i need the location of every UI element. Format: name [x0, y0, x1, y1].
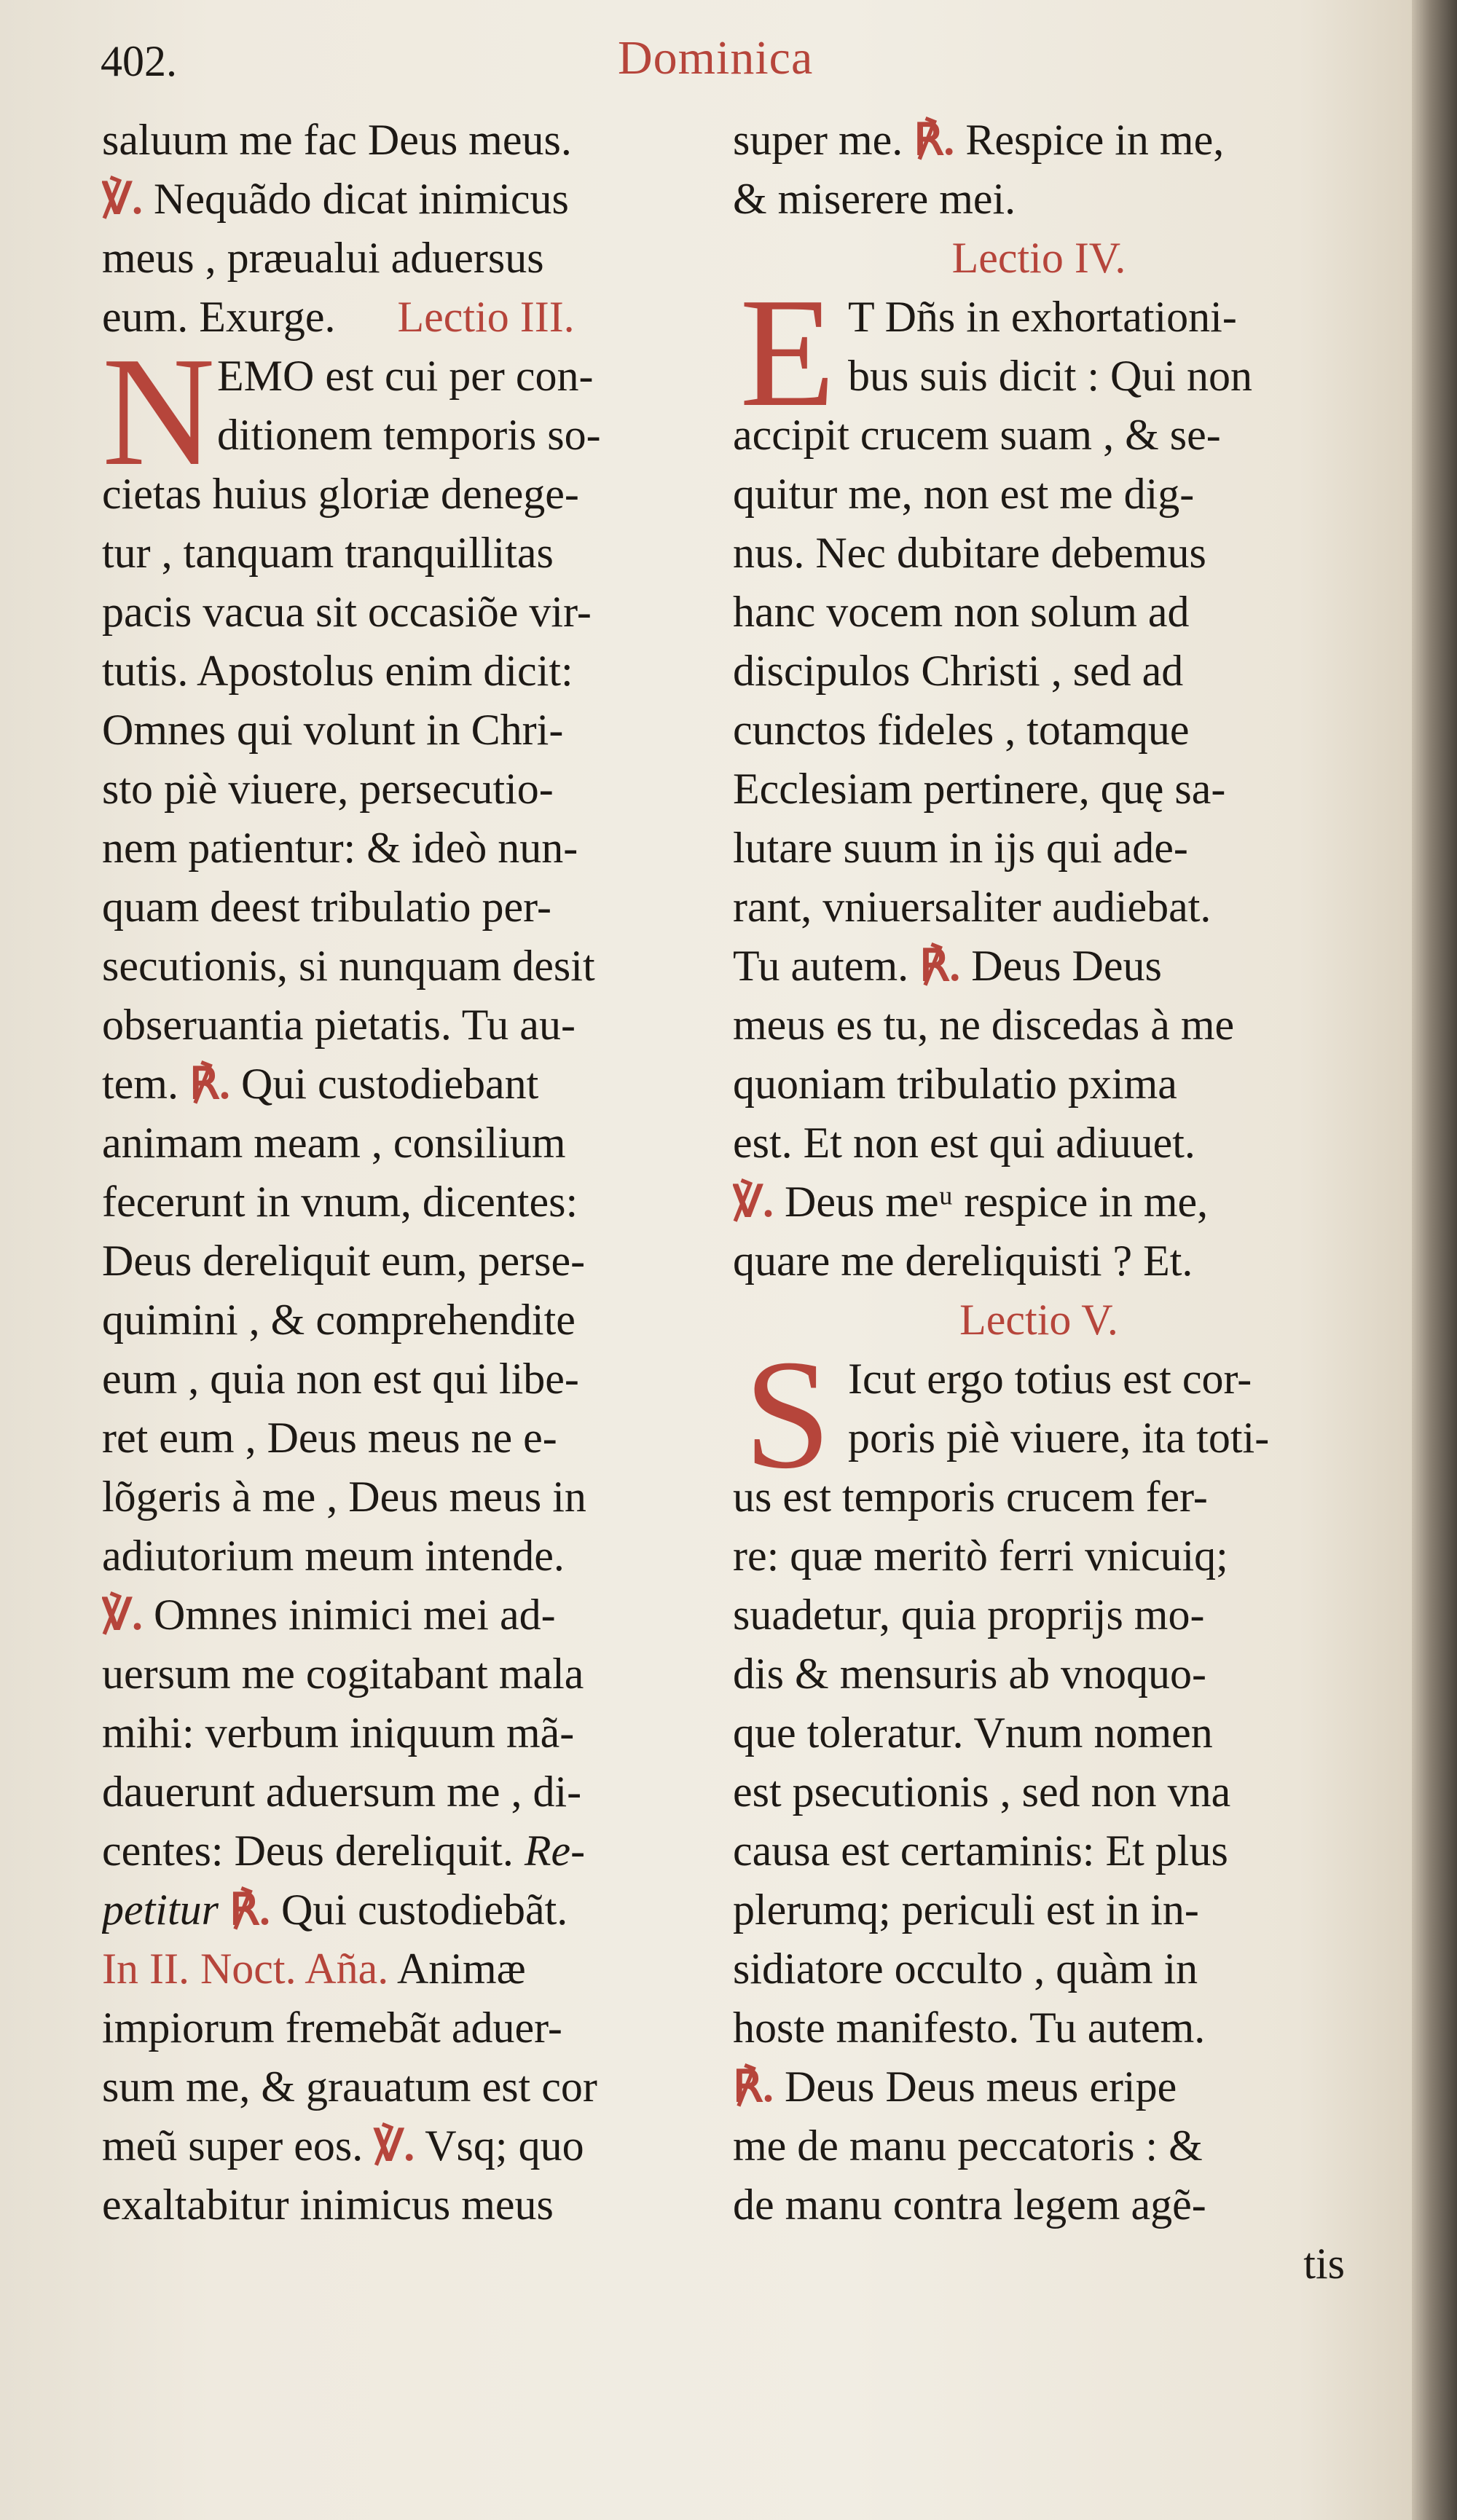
text-line: discipulos Christi , sed ad	[733, 647, 1184, 695]
text-line: accipit crucem suam , & se-	[733, 411, 1221, 459]
text-line: T Dñs in exhortationi-	[848, 293, 1237, 341]
text-line: EMO est cui per con-	[217, 352, 594, 400]
text-line: adiutorium meum intende.	[102, 1532, 565, 1580]
text-line: uersum me cogitabant mala	[102, 1650, 584, 1698]
text-line: obseruantia pietatis. Tu au-	[102, 1001, 576, 1049]
text-line: sum me, & grauatum est cor	[102, 2063, 597, 2111]
text-line: de manu contra legem agẽ-	[733, 2181, 1206, 2229]
left-column	[102, 111, 714, 2234]
text-line: nem patientur: & ideò nun-	[102, 824, 578, 872]
text-line: ℣. Deus meᵘ respice in me,	[733, 1178, 1209, 1226]
text-line: centes: Deus dereliquit. Re-	[102, 1827, 586, 1875]
text-line: nus. Nec dubitare debemus	[733, 529, 1206, 577]
text-line: ℟. Deus Deus meus eripe	[733, 2063, 1177, 2111]
right-column	[733, 111, 1345, 2293]
book-spine-edge	[1412, 0, 1457, 2520]
versicle-symbol: ℣.	[102, 1591, 144, 1639]
running-title: Dominica	[618, 31, 814, 84]
text-line: bus suis dicit : Qui non	[848, 352, 1253, 400]
text-line: lõgeris à me , Deus meus in	[102, 1473, 586, 1521]
text-line: est psecutionis , sed non vna	[733, 1768, 1231, 1816]
text-line: tem. ℟. Qui custodiebant	[102, 1060, 539, 1108]
text-line: dauerunt aduersum me , di-	[102, 1768, 582, 1816]
versicle-symbol: ℣.	[102, 175, 144, 223]
text-line: ℣. Omnes inimici mei ad-	[102, 1591, 556, 1639]
text-line: animam meam , consilium	[102, 1119, 566, 1167]
text-line: meũ super eos. ℣. Vsq; quo	[102, 2122, 584, 2170]
text-line: meus , præualui aduersus	[102, 234, 544, 282]
text-line: quare me dereliquisti ? Et.	[733, 1237, 1193, 1285]
text-line: sidiatore occulto , quàm in	[733, 1945, 1198, 1993]
lesson-heading: Lectio IV.	[951, 234, 1126, 282]
text-line: In II. Noct. Aña. Animæ	[102, 1945, 526, 1993]
text-line: quitur me, non est me dig-	[733, 470, 1195, 518]
text-line: ditionem temporis so-	[217, 411, 601, 459]
text-line: petitur ℟. Qui custodiebãt.	[102, 1886, 568, 1934]
versicle-symbol: ℣.	[733, 1178, 774, 1226]
response-symbol: ℟.	[229, 1886, 271, 1934]
text-line: Omnes qui volunt in Chri-	[102, 706, 564, 754]
text-line: Ecclesiam pertinere, quę sa-	[733, 765, 1226, 813]
response-symbol: ℟.	[733, 2063, 774, 2111]
text-line: fecerunt in vnum, dicentes:	[102, 1178, 578, 1226]
text-line: eum , quia non est qui libe-	[102, 1355, 579, 1403]
text-line: Icut ergo totius est cor-	[848, 1355, 1252, 1403]
drop-capital: N	[102, 324, 216, 498]
text-line: ret eum , Deus meus ne e-	[102, 1414, 557, 1462]
text-line: tutis. Apostolus enim dicit:	[102, 647, 573, 695]
text-line: meus es tu, ne discedas à me	[733, 1001, 1235, 1049]
page-header	[101, 31, 1339, 96]
catchword: tis	[1303, 2240, 1345, 2288]
versicle-symbol: ℣.	[374, 2122, 415, 2170]
text-line: hoste manifesto. Tu autem.	[733, 2004, 1206, 2052]
drop-capital: E	[739, 265, 836, 439]
text-line: Tu autem. ℟. Deus Deus	[733, 942, 1162, 990]
text-line: quam deest tribulatio per-	[102, 883, 551, 931]
text-line: eum. Exurge. Lectio III.	[102, 293, 575, 341]
response-symbol: ℟.	[914, 116, 955, 164]
text-line: lutare suum in ijs qui ade-	[733, 824, 1188, 872]
text-line: super me. ℟. Respice in me,	[733, 116, 1225, 164]
text-line: cietas huius gloriæ denege-	[102, 470, 579, 518]
text-line: sto piè viuere, persecutio-	[102, 765, 554, 813]
text-line: mihi: verbum iniquum mã-	[102, 1709, 575, 1757]
text-line: us est temporis crucem fer-	[733, 1473, 1208, 1521]
text-line: saluum me fac Deus meus.	[102, 116, 572, 164]
text-line: tur , tanquam tranquillitas	[102, 529, 554, 577]
nocturn-heading: In II. Noct. Aña.	[102, 1945, 389, 1993]
text-line: me de manu peccatoris : &	[733, 2122, 1203, 2170]
text-line: & miserere mei.	[733, 175, 1016, 223]
page-number: 402.	[101, 37, 177, 85]
text-line: plerumq; periculi est in in-	[733, 1886, 1199, 1934]
text-line: rant, vniuersaliter audiebat.	[733, 883, 1211, 931]
text-line: est. Et non est qui adiuuet.	[733, 1119, 1195, 1167]
lesson-block	[733, 265, 1345, 465]
text-line: dis & mensuris ab vnoquo-	[733, 1650, 1206, 1698]
text-line: que toleratur. Vnum nomen	[733, 1709, 1213, 1757]
text-line: re: quæ meritò ferri vnicuiq;	[733, 1532, 1228, 1580]
lesson-heading: Lectio III.	[397, 293, 575, 341]
text-line: pacis vacua sit occasiõe vir-	[102, 588, 592, 636]
text-line: cunctos fideles , totamque	[733, 706, 1190, 754]
text-line: impiorum fremebãt aduer-	[102, 2004, 562, 2052]
text-line: secutionis, si nunquam desit	[102, 942, 595, 990]
text-line: hanc vocem non solum ad	[733, 588, 1190, 636]
drop-capital: S	[744, 1327, 831, 1501]
lesson-block	[102, 324, 714, 524]
response-symbol: ℟.	[919, 942, 961, 990]
text-line: Deus dereliquit eum, perse-	[102, 1237, 586, 1285]
text-line: causa est certaminis: Et plus	[733, 1827, 1228, 1875]
text-line: quoniam tribulatio pxima	[733, 1060, 1177, 1108]
text-line: exaltabitur inimicus meus	[102, 2181, 554, 2229]
text-line: ℣. Nequãdo dicat inimicus	[102, 175, 569, 223]
lesson-block	[733, 1327, 1345, 1527]
text-line: quimini , & comprehendite	[102, 1296, 576, 1344]
response-symbol: ℟.	[189, 1060, 231, 1108]
text-line: poris piè viuere, ita toti-	[848, 1414, 1270, 1462]
lesson-heading: Lectio V.	[959, 1296, 1118, 1344]
text-line: suadetur, quia proprijs mo-	[733, 1591, 1205, 1639]
